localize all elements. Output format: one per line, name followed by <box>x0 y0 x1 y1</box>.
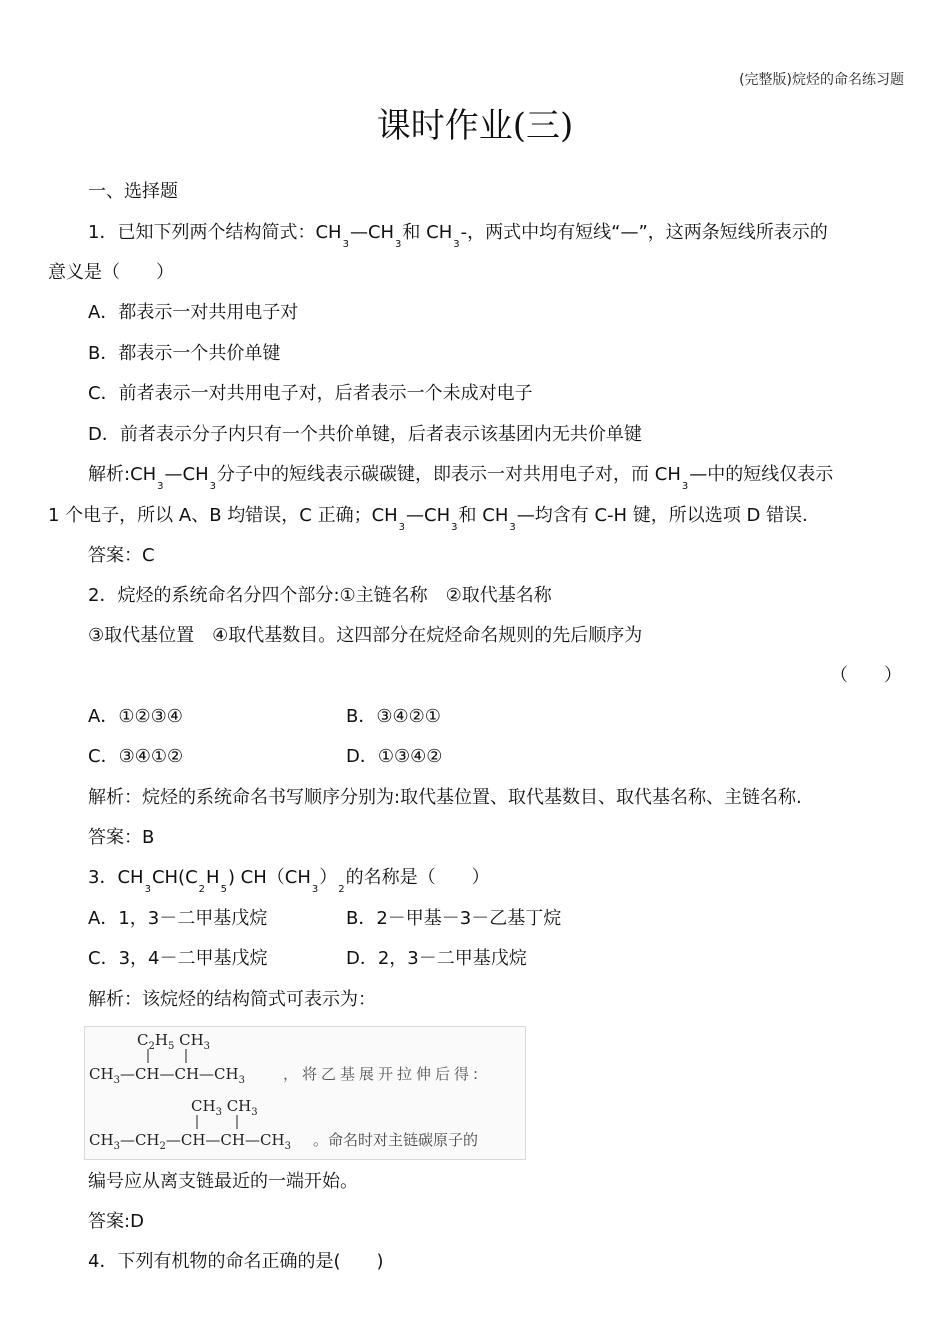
section-heading: 一、选择题 <box>88 181 178 202</box>
q1-answer: 答案：C <box>88 545 155 566</box>
q2-option-d: D．①③④② <box>346 746 443 767</box>
q3-analysis-intro: 解析：该烷烃的结构简式可表示为： <box>88 989 376 1010</box>
q3-stem: 3．$CH_3CH(C_2H_5)$ $CH(CH_3)_2$的名称是（ ） <box>88 867 490 895</box>
formula-main-chain-extended: $CH_3—CH_2—CH—CH—CH_3$ <box>89 1131 291 1152</box>
q1-analysis-line-1: 解析$:CH_3—CH_3$分子中的短线表示碳碳键，即表示一对共用电子对，而 $CH_3—$中的短线仅表示 <box>88 464 834 492</box>
formula-substituent: $CH_3$ $CH_3$ <box>191 1097 258 1118</box>
q3-option-a: A．1，3－二甲基戊烷 <box>88 908 268 929</box>
q2-stem-line-2: ③取代基位置 ④取代基数目。这四部分在烷烃命名规则的先后顺序为 <box>88 625 643 646</box>
formula-caption-1: ，将乙基展开拉伸后得: <box>283 1065 483 1083</box>
document-header: (完整版)烷烃的命名练习题 <box>739 72 904 88</box>
page-title: 课时作业(三) <box>376 106 574 146</box>
q3-option-b: B．2－甲基－3－乙基丁烷 <box>346 908 562 929</box>
q3-answer: 答案:D <box>88 1211 144 1232</box>
q1-option-a: A．都表示一对共用电子对 <box>88 302 299 323</box>
q2-option-b: B．③④②① <box>346 706 441 727</box>
q2-answer: 答案：B <box>88 827 155 848</box>
q3-analysis-tail: 编号应从离支链最近的一端开始。 <box>88 1171 358 1192</box>
q3-option-c: C．3，4－二甲基戊烷 <box>88 948 268 969</box>
structural-formula-figure <box>84 1026 526 1160</box>
q4-stem: 4．下列有机物的命名正确的是( ) <box>88 1251 384 1272</box>
q1-stem-line-2: 意义是（ ） <box>48 262 174 283</box>
q1-option-b: B．都表示一个共价单键 <box>88 343 281 364</box>
q2-answer-bracket: （ ） <box>830 665 902 686</box>
formula-substituent: $C_2H_5$ $CH_3$ <box>137 1031 211 1052</box>
formula-main-chain: $CH_3—CH—CH—CH_3$ <box>89 1065 245 1086</box>
q1-option-d: D．前者表示分子内只有一个共价单键，后者表示该基团内无共价单键 <box>88 424 642 445</box>
q1-option-c: C．前者表示一对共用电子对，后者表示一个未成对电子 <box>88 383 533 404</box>
q3-option-d: D．2，3－二甲基戊烷 <box>346 948 527 969</box>
formula-caption-2: 。命名时对主链碳原子的 <box>313 1131 479 1149</box>
q2-option-c: C．③④①② <box>88 746 184 767</box>
structural-formula-diagram <box>85 1027 525 1159</box>
q2-option-a: A．①②③④ <box>88 706 183 727</box>
q2-stem-line-1: 2．烷烃的系统命名分四个部分:①主链名称 ②取代基名称 <box>88 585 552 606</box>
q1-stem-line-1: 1．已知下列两个结构简式：$CH_3—CH_3$和 $CH_3-$，两式中均有短线“—”，这两条短线所表示的 <box>88 222 828 250</box>
q2-analysis: 解析：烷烃的系统命名书写顺序分别为:取代基位置、取代基数目、取代基名称、主链名称. <box>88 787 802 808</box>
q1-analysis-line-2: 1 个电子，所以 A、B 均错误，C 正确；$CH_3—CH_3$和 $CH_3—$均含有 C-H 键，所以选项 D 错误. <box>48 505 808 533</box>
